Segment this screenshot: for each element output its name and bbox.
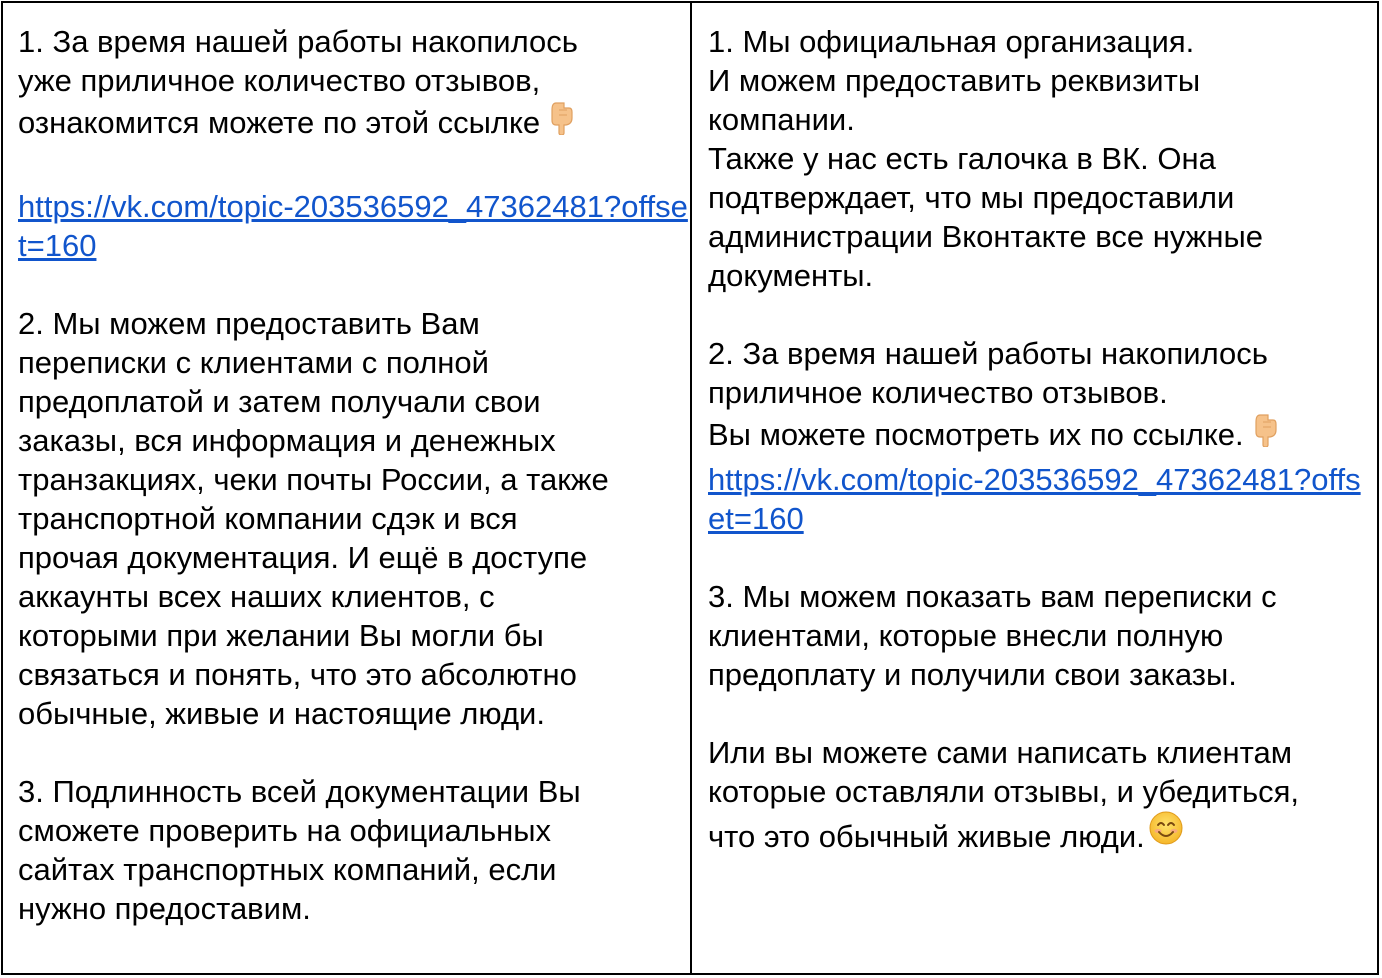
reviews-link-left[interactable]: https://vk.com/topic-203536592_47362481?offset=160: [18, 189, 688, 263]
left-cell: [3, 3, 692, 973]
right-paragraph-3: 3. Мы можем показать вам переписки с клиентами, которые внесли полную предоплату и получили свои заказы.: [708, 579, 1277, 692]
right-paragraph-4: Или вы можете сами написать клиентам которые оставляли отзывы, и убедиться,: [708, 735, 1300, 809]
pointing-down-icon: [1252, 413, 1278, 460]
left-paragraph-1-last-line: [18, 100, 690, 148]
pointing-down-icon: [548, 101, 574, 148]
right-paragraph-1: 1. Мы официальная организация. И можем предоставить реквизиты компании. Также у нас есть галочка в ВК. Она подтверждает, что мы предоставили администрации Вконтакте все нужные документы.: [708, 24, 1264, 293]
spacer: [708, 694, 1377, 733]
right-paragraph-4-last-text: что это обычный живые люди.: [708, 819, 1145, 854]
spacer: [708, 538, 1377, 577]
right-paragraph-2-last-text: Вы можете посмотреть их по ссылке.: [708, 417, 1244, 452]
right-paragraph-2-last-line: [708, 412, 1377, 460]
left-paragraph-3: 3. Подлинность всей документации Вы сможете проверить на официальных сайтах транспортных компаний, если нужно предоставим.: [18, 774, 581, 926]
left-paragraph-2: 2. Мы можем предоставить Вам переписки с клиентами с полной предоплатой и затем получали свои заказы, вся информация и денежных транзакциях, чеки почты России, а также транспортной компании сдэк и вся прочая документация. И ещё в доступе аккаунты всех наших клиентов, с которыми при желании Вы могли бы связаться и понять, что это абсолютно обычные, живые и настоящие люди.: [18, 306, 609, 731]
spacer: [708, 295, 1377, 334]
left-paragraph-1-last-text: ознакомится можете по этой ссылке: [18, 105, 541, 140]
spacer: [18, 733, 690, 772]
right-cell: [692, 3, 1377, 973]
two-column-table: [1, 1, 1379, 975]
right-paragraph-4-last-line: [708, 811, 1377, 860]
left-paragraph-1: 1. За время нашей работы накопилось уже приличное количество отзывов,: [18, 24, 578, 98]
smiling-face-icon: [1149, 811, 1183, 858]
reviews-link-right[interactable]: https://vk.com/topic-203536592_47362481?offset=160: [708, 462, 1361, 536]
left-link-line: [18, 187, 690, 265]
spacer: [18, 148, 690, 187]
right-link-line: [708, 460, 1377, 538]
right-paragraph-2: 2. За время нашей работы накопилось приличное количество отзывов.: [708, 336, 1268, 410]
spacer: [18, 265, 690, 304]
